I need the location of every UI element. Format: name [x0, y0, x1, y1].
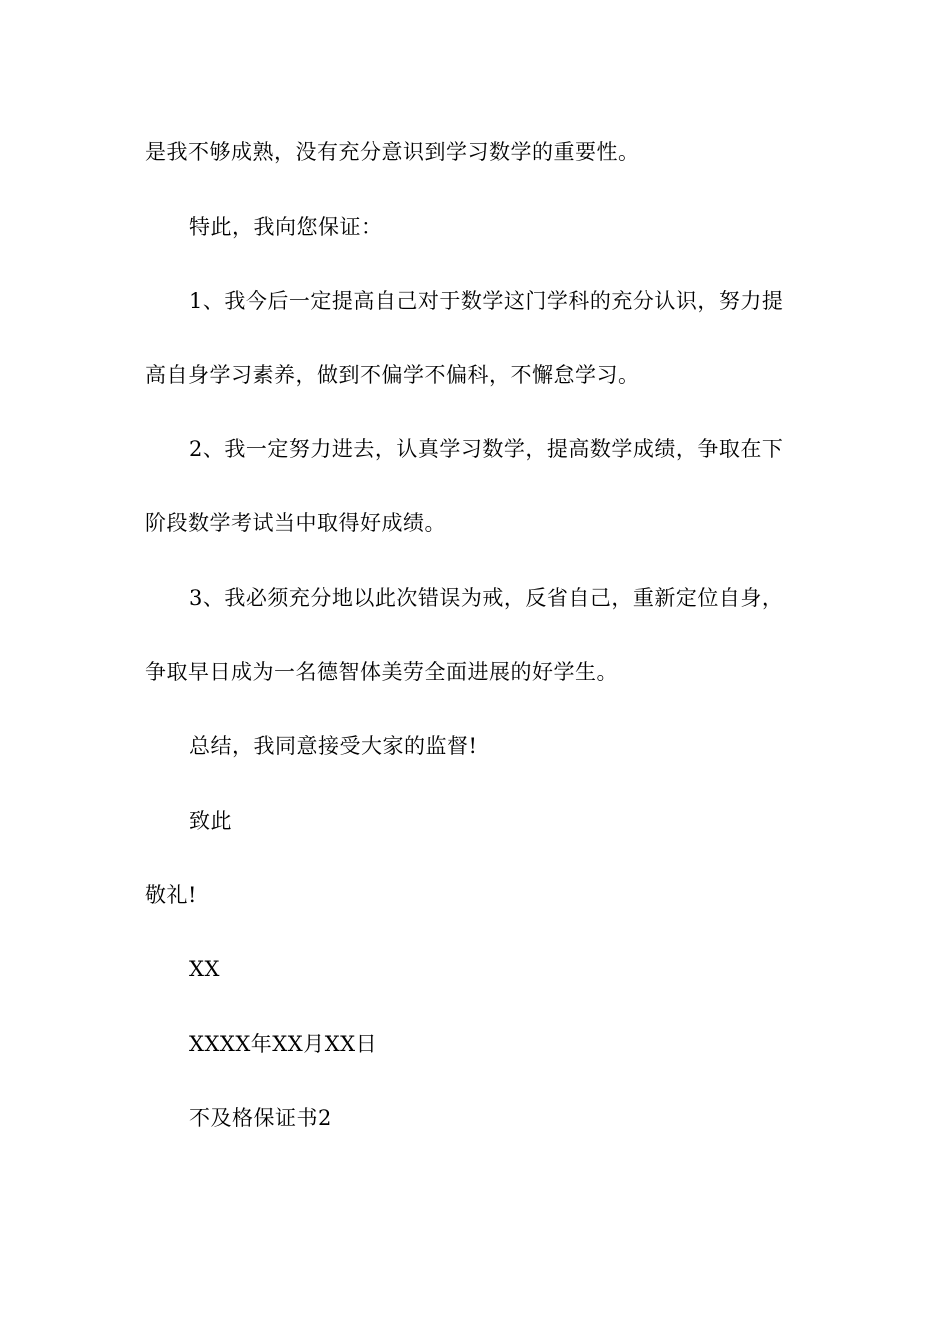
paragraph-line: 高自身学习素养，做到不偏学不偏科，不懈怠学习。: [145, 363, 640, 387]
paragraph-line: 总结，我同意接受大家的监督!: [189, 734, 478, 758]
signature-name: XX: [189, 957, 220, 981]
salutation-line: 敬礼!: [145, 883, 197, 907]
paragraph-line: 特此，我向您保证：: [189, 215, 383, 239]
paragraph-line: 阶段数学考试当中取得好成绩。: [145, 511, 446, 535]
section-heading: 不及格保证书2: [189, 1106, 332, 1130]
signature-date: XXXX年XX月XX日: [189, 1032, 378, 1056]
paragraph-line: 争取早日成为一名德智体美劳全面进展的好学生。: [145, 660, 618, 684]
paragraph-line: 1、我今后一定提高自己对于数学这门学科的充分认识，努力提: [189, 289, 784, 313]
closing-line: 致此: [189, 809, 232, 833]
paragraph-line: 2、我一定努力进去，认真学习数学，提高数学成绩，争取在下: [189, 437, 784, 461]
paragraph-line: 3、我必须充分地以此次错误为戒，反省自己，重新定位自身，: [189, 586, 784, 610]
paragraph-line: 是我不够成熟，没有充分意识到学习数学的重要性。: [145, 140, 640, 164]
